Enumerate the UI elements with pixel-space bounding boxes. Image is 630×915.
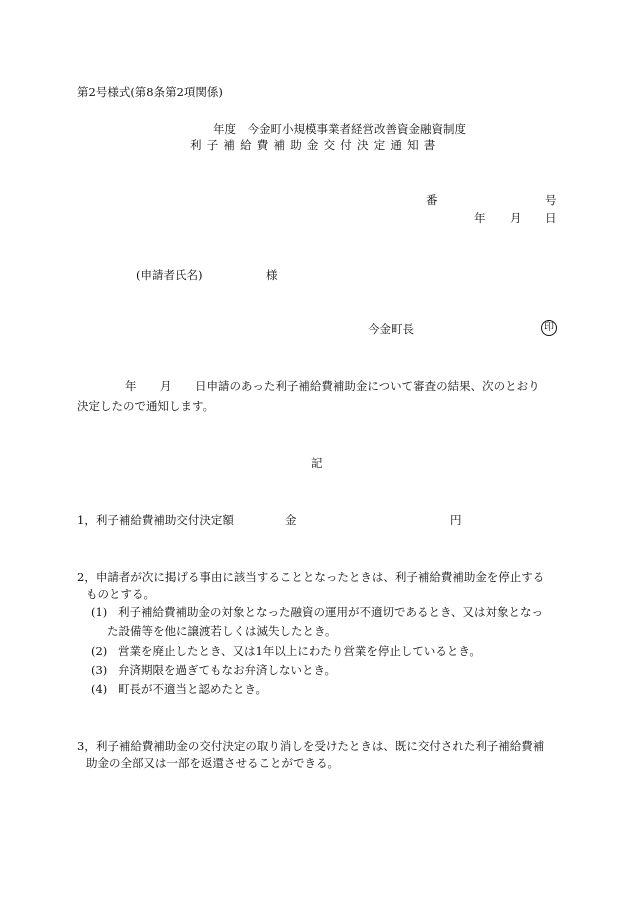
sub-item-1-line-2: た設備等を他に譲渡若しくは滅失したとき。	[107, 624, 337, 638]
issuer-name: 今金町長	[368, 322, 414, 336]
addressee-sama: 様	[266, 268, 278, 282]
body-month: 月	[160, 379, 172, 393]
body-text-line-1: 日申請のあった利子補給費補助金について審査の結果、次のとおり	[195, 379, 540, 393]
sub-item-1-line-1: 利子補給費補助金の対象となった融資の運用が不適切であるとき、又は対象となっ	[118, 605, 544, 619]
item-2-line-2: ものとする。	[86, 587, 155, 601]
ki-heading: 記	[311, 456, 323, 470]
item-2-line-1: 2，申請者が次に掲げる事由に該当することとなったときは、利子補給費補助金を停止する	[77, 570, 545, 584]
title-line-2: 利子補給費補助金交付決定通知書	[190, 138, 441, 152]
sub-item-4-num: (4)	[91, 682, 108, 696]
number-ban: 番	[426, 193, 438, 207]
title-line-1: 年度 今金町小規模事業者経営改善資金融資制度	[213, 122, 466, 136]
item-1-kin: 金	[285, 513, 297, 527]
form-id: 第2号様式(第8条第2項関係)	[77, 85, 223, 99]
item-3-line-2: 助金の全部又は一部を返還させることができる。	[86, 756, 339, 770]
date-day: 日	[545, 211, 557, 225]
addressee-name: (申請者氏名)	[136, 268, 203, 282]
seal-icon: 印	[541, 320, 557, 336]
date-year: 年	[474, 211, 486, 225]
item-3-line-1: 3，利子補給費補助金の交付決定の取り消しを受けたときは、既に交付された利子補給費補	[77, 739, 545, 753]
date-month: 月	[510, 211, 522, 225]
sub-item-2-num: (2)	[91, 644, 108, 658]
sub-item-4-line-1: 町長が不適当と認めたとき。	[118, 682, 268, 696]
body-text-line-2: 決定したので通知します。	[77, 399, 215, 413]
sub-item-3-line-1: 弁済期限を過ぎてもなお弁済しないとき。	[118, 663, 337, 677]
sub-item-2-line-1: 営業を廃止したとき、又は1年以上にわたり営業を停止しているとき。	[118, 644, 481, 658]
number-go: 号	[545, 193, 557, 207]
item-1-label: 1，利子補給費補助交付決定額	[77, 513, 234, 527]
sub-item-3-num: (3)	[91, 663, 108, 677]
item-1-yen: 円	[450, 513, 462, 527]
sub-item-1-num: (1)	[91, 605, 108, 619]
body-year: 年	[125, 379, 137, 393]
